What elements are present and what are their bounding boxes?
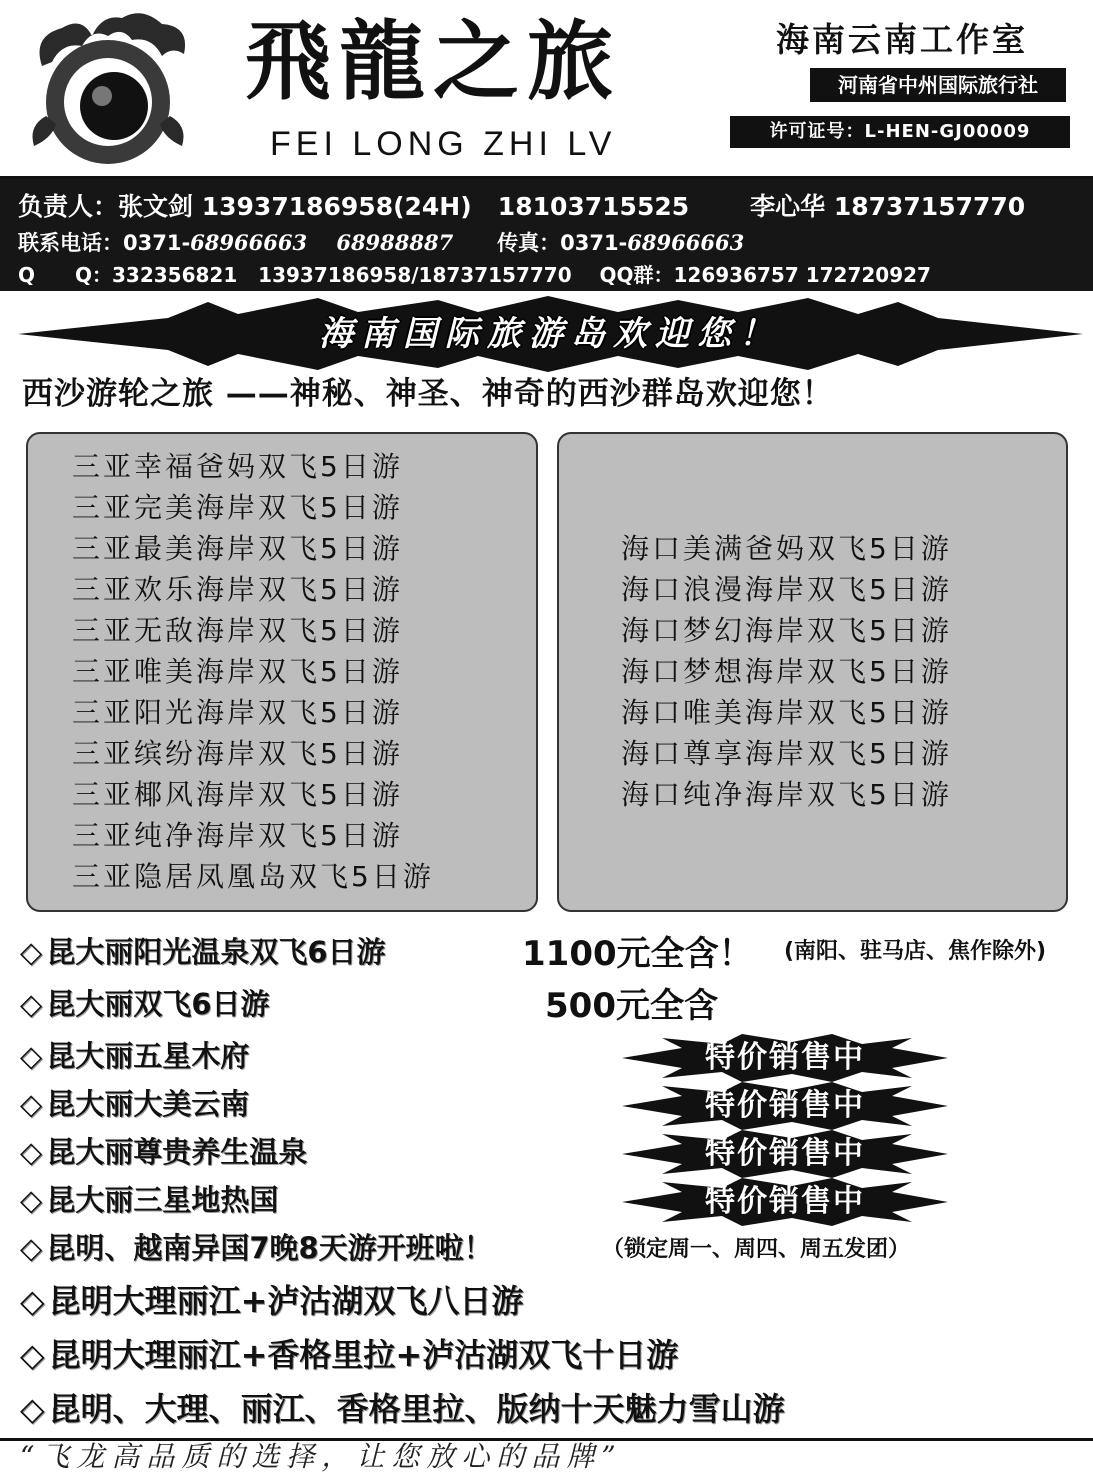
route-name: 昆大丽五星木府 xyxy=(46,1039,250,1073)
phone-label: 联系电话： xyxy=(18,231,123,255)
list-item: 三亚最美海岸双飞5日游 xyxy=(72,532,403,565)
price-tag: 500元全含 xyxy=(545,986,718,1026)
welcome-banner-title: 海南国际旅游岛欢迎您！ xyxy=(319,314,781,354)
special-sale-badge xyxy=(622,1034,948,1082)
list-item: 三亚椰风海岸双飞5日游 xyxy=(72,778,403,811)
route-name: 昆明大理丽江+泸沽湖双飞八日游 xyxy=(48,1282,524,1320)
route-name: 昆明、越南异国7晚8天游开班啦！ xyxy=(46,1231,493,1265)
special-sale-label: 特价销售中 xyxy=(705,1136,865,1171)
list-item xyxy=(20,1384,785,1430)
route-name: 昆大丽尊贵养生温泉 xyxy=(46,1135,308,1169)
responsible-label: 负责人： xyxy=(18,192,119,221)
list-item: 海口梦想海岸双飞5日游 xyxy=(621,655,952,688)
dragon-emblem-icon xyxy=(22,6,194,168)
price-note: (南阳、驻马店、焦作除外) xyxy=(784,939,1047,964)
qq-number: 13937186958/18737157770 xyxy=(258,263,572,287)
brand-name-chinese: 飛龍之旅 xyxy=(245,11,621,112)
route-name: 昆大丽阳光温泉双飞6日游 xyxy=(46,935,386,969)
phone-number: 18737157770 xyxy=(833,192,1026,221)
person-name: 李心华 xyxy=(750,192,826,221)
phone-number: 68966663 xyxy=(190,230,308,255)
diamond-icon: ◇ xyxy=(20,1087,43,1121)
list-item: 三亚唯美海岸双飞5日游 xyxy=(72,655,403,688)
special-sale-label: 特价销售中 xyxy=(705,1040,865,1075)
phone-number: 68988887 xyxy=(336,230,454,255)
special-sale-label: 特价销售中 xyxy=(705,1088,865,1123)
price-tag: 1100元全含！ xyxy=(522,934,753,974)
person-name: 张文剑 xyxy=(118,192,194,221)
fax-number: 68966663 xyxy=(627,230,745,255)
special-sale-badge xyxy=(622,1082,948,1130)
list-item: 三亚欢乐海岸双飞5日游 xyxy=(72,573,403,606)
list-item: 三亚完美海岸双飞5日游 xyxy=(72,491,403,524)
list-item xyxy=(20,1226,493,1267)
list-item xyxy=(20,1082,249,1123)
list-item xyxy=(20,1178,278,1219)
list-item xyxy=(20,1330,678,1376)
list-item: 海口唯美海岸双飞5日游 xyxy=(621,696,952,729)
route-name: 昆大丽双飞6日游 xyxy=(46,987,270,1021)
diamond-icon: ◇ xyxy=(20,1039,43,1073)
qq-group-label: QQ群： xyxy=(599,263,674,287)
phone-number: 18103715525 xyxy=(497,192,690,221)
list-item: 海口尊享海岸双飞5日游 xyxy=(621,737,952,770)
route-name: 昆明大理丽江+香格里拉+泸沽湖双飞十日游 xyxy=(48,1336,679,1374)
list-item xyxy=(20,930,386,971)
list-item xyxy=(20,982,270,1023)
route-name: 昆大丽三星地热国 xyxy=(46,1183,279,1217)
agency-name: 河南省中州国际旅行社 xyxy=(810,68,1066,102)
special-sale-badge xyxy=(622,1178,948,1226)
area-code: 0371- xyxy=(560,231,628,255)
qq-number: 332356821 xyxy=(112,263,238,287)
list-item: 三亚缤纷海岸双飞5日游 xyxy=(72,737,403,770)
list-item: 海口美满爸妈双飞5日游 xyxy=(621,532,952,565)
diamond-icon: ◇ xyxy=(20,1231,43,1265)
list-item: 海口浪漫海岸双飞5日游 xyxy=(621,573,952,606)
special-sale-badge xyxy=(622,1130,948,1178)
list-item: 三亚幸福爸妈双飞5日游 xyxy=(72,450,403,483)
qq-label: Q Q： xyxy=(18,263,113,287)
diamond-icon: ◇ xyxy=(20,987,43,1021)
list-item: 三亚无敌海岸双飞5日游 xyxy=(72,614,403,647)
brand-name-pinyin: FEI LONG ZHI LV xyxy=(270,125,617,163)
diamond-icon: ◇ xyxy=(20,1183,43,1217)
route-name: 昆大丽大美云南 xyxy=(46,1087,250,1121)
special-sale-label: 特价销售中 xyxy=(705,1184,865,1219)
list-item: 海口梦幻海岸双飞5日游 xyxy=(621,614,952,647)
diamond-icon: ◇ xyxy=(20,935,43,969)
diamond-icon: ◇ xyxy=(20,1336,45,1374)
sanya-routes-panel xyxy=(26,432,538,912)
studio-name: 海南云南工作室 xyxy=(776,20,1028,59)
license-number: 许可证号：L-HEN-GJ00009 xyxy=(730,116,1070,148)
contact-band xyxy=(0,179,1093,291)
diamond-icon: ◇ xyxy=(20,1390,45,1428)
list-item: 三亚纯净海岸双飞5日游 xyxy=(72,819,403,852)
list-item xyxy=(20,1034,249,1075)
list-item: 三亚隐居凤凰岛双飞5日游 xyxy=(72,860,434,893)
haikou-routes-panel xyxy=(557,432,1068,912)
list-item: 三亚阳光海岸双飞5日游 xyxy=(72,696,403,729)
departure-note: （锁定周一、周四、周五发团） xyxy=(602,1237,911,1262)
phone-number: 13937186958(24H) xyxy=(201,192,472,221)
contact-line-responsible xyxy=(18,187,1025,223)
list-item: 海口纯净海岸双飞5日游 xyxy=(621,778,952,811)
contact-line-qq xyxy=(18,259,931,288)
fax-label: 传真： xyxy=(497,231,561,255)
route-name: 昆明、大理、丽江、香格里拉、版纳十天魅力雪山游 xyxy=(48,1390,785,1428)
area-code: 0371- xyxy=(123,231,191,255)
xisha-cruise-subtitle: 西沙游轮之旅 ——神秘、神圣、神奇的西沙群岛欢迎您！ xyxy=(22,376,834,412)
qq-group-number: 126936757 172720927 xyxy=(673,263,931,287)
list-item xyxy=(20,1276,523,1322)
diamond-icon: ◇ xyxy=(20,1282,45,1320)
list-item xyxy=(20,1130,307,1171)
footer-slogan: “飞龙高品质的选择，让您放心的品牌” xyxy=(20,1440,623,1473)
contact-line-phones xyxy=(18,227,744,257)
diamond-icon: ◇ xyxy=(20,1135,43,1169)
